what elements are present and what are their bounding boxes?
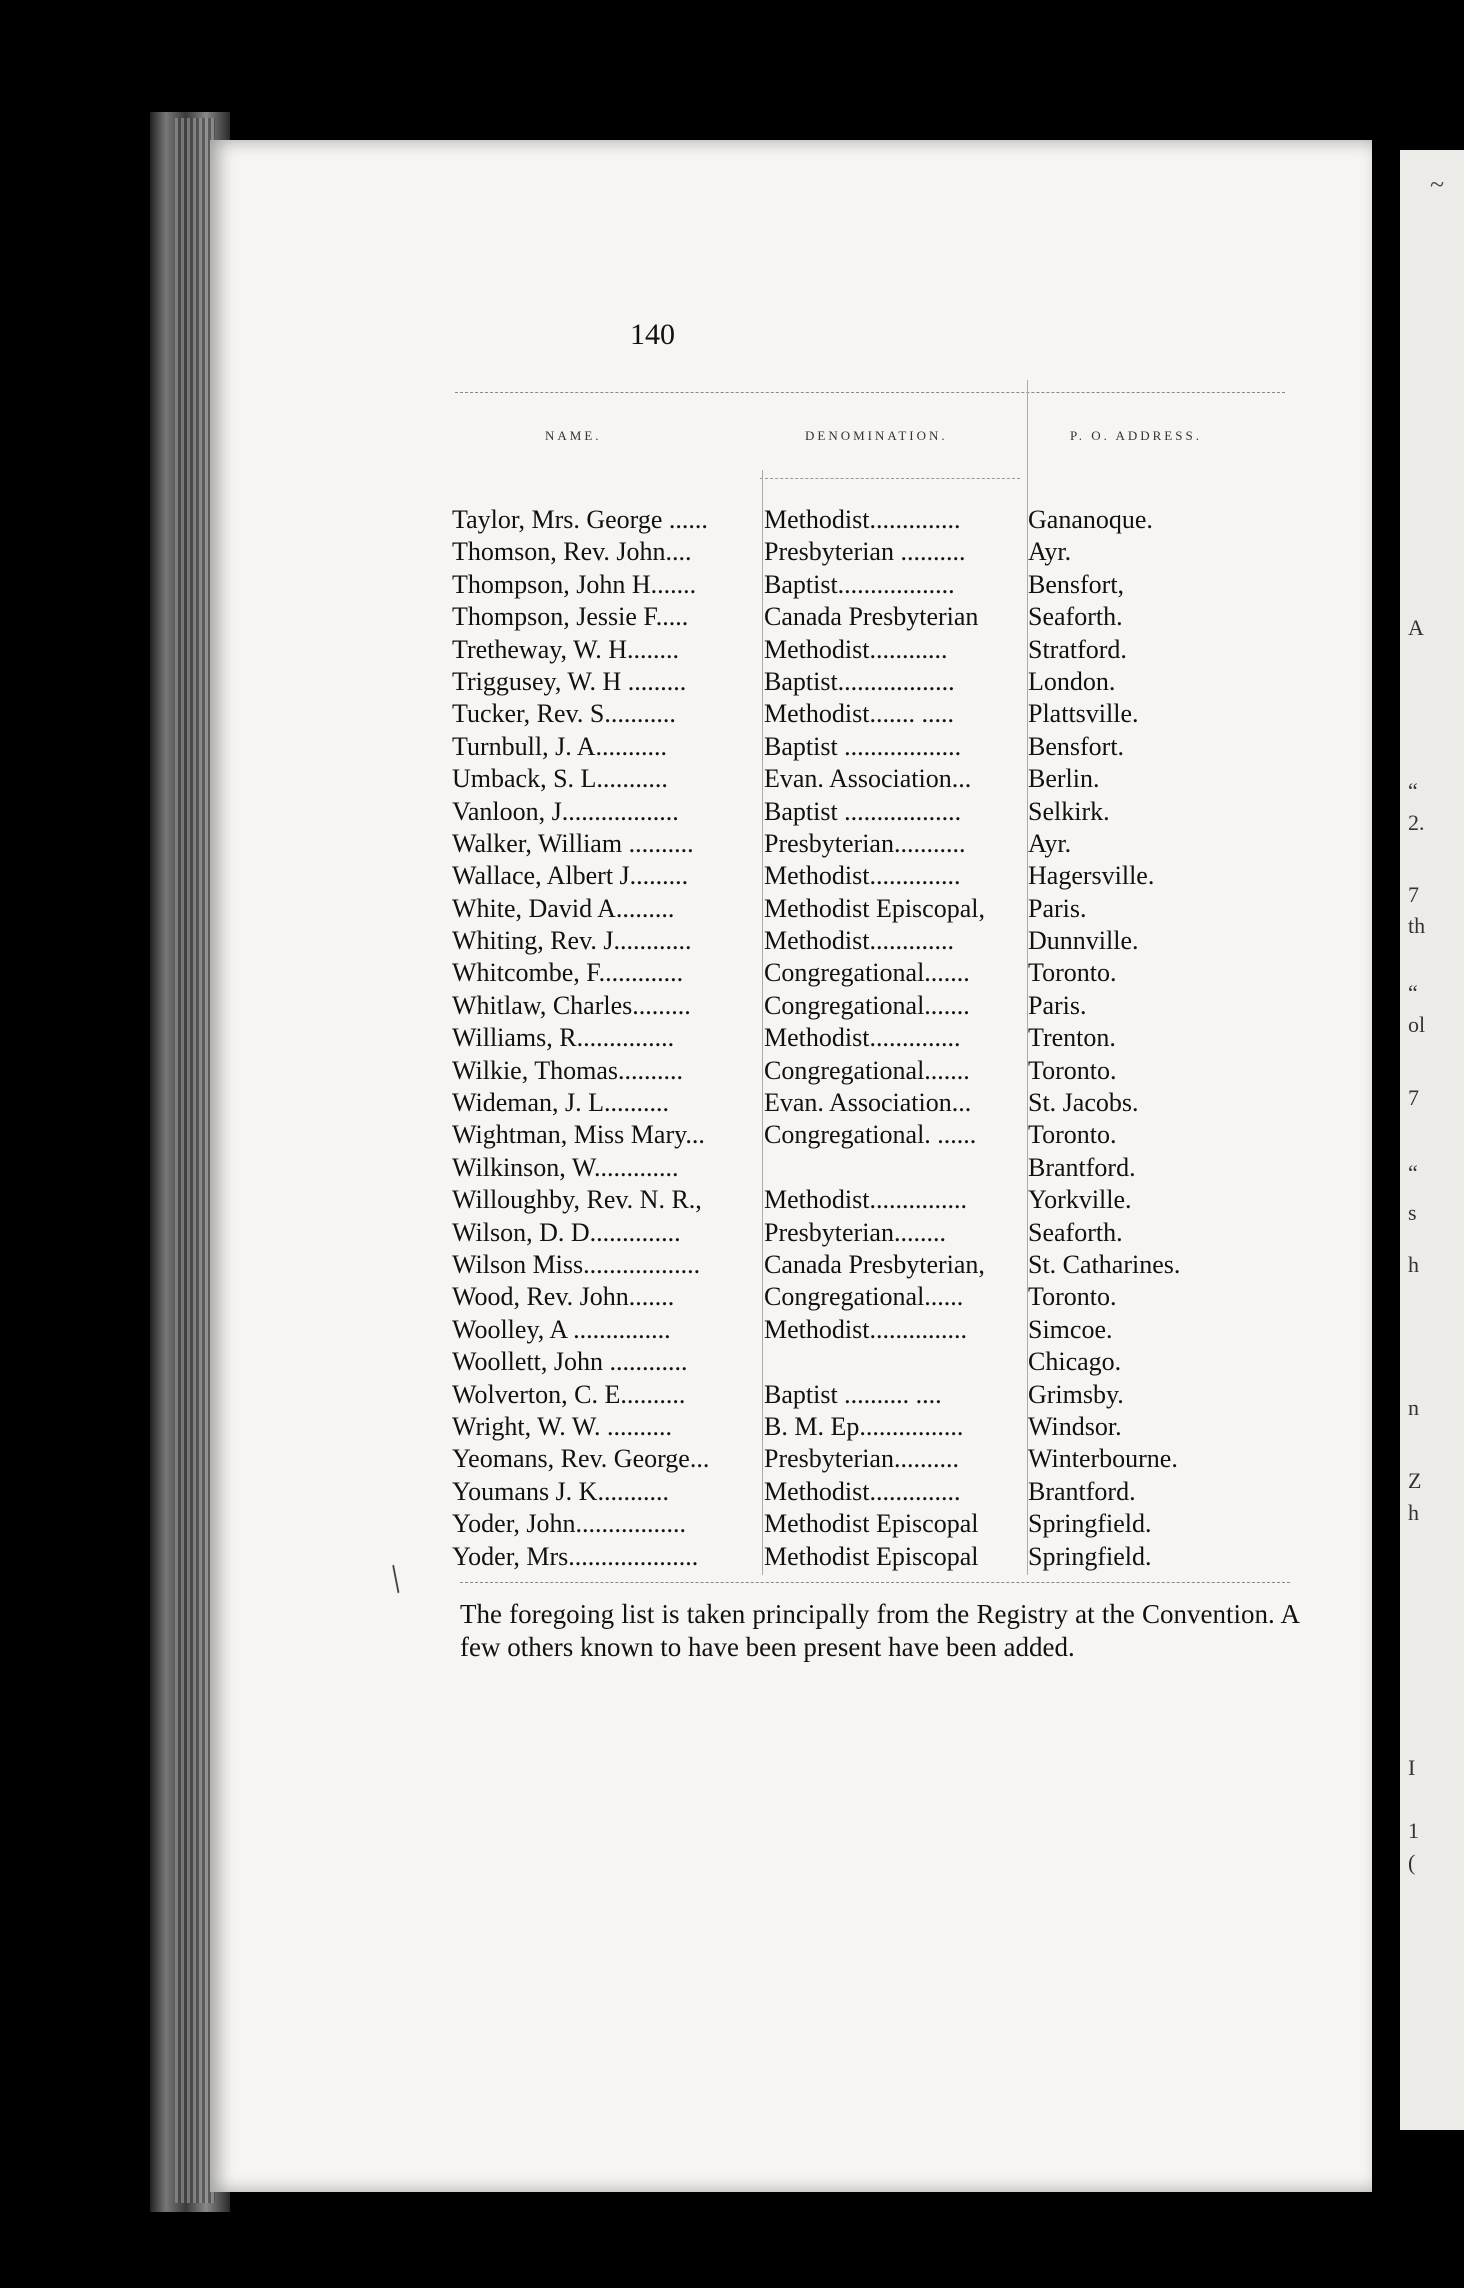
column-header-address: P. O. ADDRESS. bbox=[1070, 428, 1202, 443]
table-row bbox=[452, 991, 1292, 1023]
table-row bbox=[452, 635, 1292, 667]
table-row bbox=[452, 1088, 1292, 1120]
adjacent-fragment: A bbox=[1408, 615, 1424, 640]
adjacent-fragment: th bbox=[1408, 913, 1426, 938]
denomination-cell: Methodist............ bbox=[764, 634, 948, 664]
address-cell: Brantford. bbox=[1028, 1476, 1136, 1506]
table-row bbox=[452, 732, 1292, 764]
denomination-cell: Baptist .......... .... bbox=[764, 1379, 942, 1409]
denomination-cell: Evan. Association... bbox=[764, 1088, 972, 1118]
address-cell: Ayr. bbox=[1028, 537, 1072, 567]
adjacent-fragment: “ bbox=[1408, 1160, 1418, 1185]
adjacent-fragment: “ bbox=[1408, 778, 1418, 803]
table-row bbox=[452, 1315, 1292, 1347]
table-row bbox=[452, 699, 1292, 731]
name-cell: Yoder, John................. bbox=[452, 1509, 686, 1539]
name-cell: Thompson, John H....... bbox=[452, 569, 697, 599]
address-cell: Springfield. bbox=[1028, 1541, 1152, 1571]
adjacent-fragment: ( bbox=[1408, 1850, 1416, 1875]
denomination-cell: Methodist.............. bbox=[764, 1476, 961, 1506]
denomination-cell: Congregational....... bbox=[764, 958, 970, 988]
name-cell: Wolverton, C. E.......... bbox=[452, 1379, 686, 1409]
address-cell: Windsor. bbox=[1028, 1411, 1122, 1441]
denomination-cell: Evan. Association... bbox=[764, 764, 972, 794]
name-cell: Whitlaw, Charles......... bbox=[452, 990, 691, 1020]
address-cell: Toronto. bbox=[1028, 1120, 1117, 1150]
denomination-cell: Baptist.................. bbox=[764, 569, 955, 599]
denomination-cell: Methodist.............. bbox=[764, 861, 961, 891]
adjacent-fragment: Z bbox=[1408, 1468, 1422, 1493]
address-cell: Grimsby. bbox=[1028, 1379, 1124, 1409]
table-row bbox=[452, 829, 1292, 861]
margin-mark: ~ bbox=[1430, 170, 1445, 199]
margin-mark: / bbox=[379, 1556, 412, 1601]
address-cell: Dunnville. bbox=[1028, 926, 1139, 956]
denomination-cell: Presbyterian .......... bbox=[764, 537, 966, 567]
address-cell: Bensfort. bbox=[1028, 731, 1125, 761]
denomination-cell: Methodist.............. bbox=[764, 505, 961, 534]
name-cell: Willoughby, Rev. N. R., bbox=[452, 1185, 702, 1215]
denomination-cell: Baptist .................. bbox=[764, 731, 962, 761]
table-row bbox=[452, 926, 1292, 958]
table-row bbox=[452, 1185, 1292, 1217]
table-row bbox=[452, 602, 1292, 634]
table-row bbox=[452, 764, 1292, 796]
address-cell: Simcoe. bbox=[1028, 1314, 1113, 1344]
address-cell: Gananoque. bbox=[1028, 505, 1153, 534]
name-cell: Yoder, Mrs.................... bbox=[452, 1541, 699, 1571]
denomination-cell: Methodist Episcopal, bbox=[764, 893, 985, 923]
table-row bbox=[452, 1444, 1292, 1476]
address-cell: London. bbox=[1028, 666, 1116, 696]
table-row bbox=[452, 1347, 1292, 1379]
denomination-cell: Methodist............... bbox=[764, 1314, 967, 1344]
name-cell: Whitcombe, F............. bbox=[452, 958, 684, 988]
name-cell: Wallace, Albert J......... bbox=[452, 861, 689, 891]
table-row bbox=[452, 1477, 1292, 1509]
adjacent-fragment: n bbox=[1408, 1395, 1419, 1420]
adjacent-fragment: 1 bbox=[1408, 1818, 1419, 1843]
denomination-cell: Methodist............... bbox=[764, 1185, 967, 1215]
table-row bbox=[452, 1282, 1292, 1314]
name-cell: Triggusey, W. H ......... bbox=[452, 666, 687, 696]
adjacent-fragment: 7 bbox=[1408, 882, 1419, 907]
address-cell: Toronto. bbox=[1028, 958, 1117, 988]
adjacent-fragment: h bbox=[1408, 1500, 1419, 1525]
denomination-cell: Presbyterian........... bbox=[764, 828, 966, 858]
name-cell: Turnbull, J. A........... bbox=[452, 731, 668, 761]
table-row bbox=[452, 1120, 1292, 1152]
denomination-cell: Congregational....... bbox=[764, 990, 970, 1020]
denomination-cell: Congregational...... bbox=[764, 1282, 964, 1312]
table-row bbox=[452, 797, 1292, 829]
table-row bbox=[452, 1250, 1292, 1282]
table-row bbox=[452, 505, 1292, 537]
denomination-cell: B. M. Ep................ bbox=[764, 1411, 964, 1441]
footer-rule bbox=[460, 1582, 1290, 1583]
adjacent-fragment: I bbox=[1408, 1755, 1416, 1780]
address-cell: Seaforth. bbox=[1028, 1217, 1123, 1247]
name-cell: Wideman, J. L.......... bbox=[452, 1088, 670, 1118]
table-row bbox=[452, 1542, 1292, 1574]
name-cell: Woollett, John ............ bbox=[452, 1347, 688, 1377]
address-cell: St. Jacobs. bbox=[1028, 1088, 1139, 1118]
address-cell: Brantford. bbox=[1028, 1152, 1136, 1182]
address-cell: Winterbourne. bbox=[1028, 1444, 1178, 1474]
adjacent-fragment: 2. bbox=[1408, 810, 1425, 835]
denomination-cell: Canada Presbyterian bbox=[764, 602, 979, 632]
table-row bbox=[452, 1380, 1292, 1412]
address-cell: Yorkville. bbox=[1028, 1185, 1132, 1215]
address-cell: St. Catharines. bbox=[1028, 1249, 1181, 1279]
address-cell: Trenton. bbox=[1028, 1023, 1116, 1053]
name-cell: Williams, R............... bbox=[452, 1023, 675, 1053]
table-row bbox=[452, 1218, 1292, 1250]
header-underline bbox=[760, 478, 1020, 479]
column-header-name: NAME. bbox=[545, 428, 602, 443]
name-cell: Wood, Rev. John....... bbox=[452, 1282, 675, 1312]
denomination-cell: Methodist....... ..... bbox=[764, 699, 954, 729]
denomination-cell: Congregational. ...... bbox=[764, 1120, 977, 1150]
adjacent-fragment: “ bbox=[1408, 980, 1418, 1005]
name-cell: White, David A......... bbox=[452, 893, 675, 923]
table-row bbox=[452, 1056, 1292, 1088]
denomination-cell: Presbyterian........ bbox=[764, 1217, 946, 1247]
adjacent-fragment: 7 bbox=[1408, 1085, 1419, 1110]
table-row bbox=[452, 894, 1292, 926]
address-cell: Plattsville. bbox=[1028, 699, 1139, 729]
name-cell: Vanloon, J.................. bbox=[452, 796, 679, 826]
address-cell: Paris. bbox=[1028, 893, 1087, 923]
table-row bbox=[452, 667, 1292, 699]
address-cell: Springfield. bbox=[1028, 1509, 1152, 1539]
denomination-cell: Baptist .................. bbox=[764, 796, 962, 826]
address-cell: Hagersville. bbox=[1028, 861, 1155, 891]
address-cell: Paris. bbox=[1028, 990, 1087, 1020]
name-cell: Wilson Miss.................. bbox=[452, 1249, 701, 1279]
address-cell: Toronto. bbox=[1028, 1282, 1117, 1312]
denomination-cell: Methodist.............. bbox=[764, 1023, 961, 1053]
footnote: The foregoing list is taken principally from the Registry at the Convention. A few others known to have been present have been added. bbox=[460, 1599, 1300, 1662]
name-cell: Wilkie, Thomas.......... bbox=[452, 1055, 684, 1085]
address-cell: Stratford. bbox=[1028, 634, 1127, 664]
page-number: 140 bbox=[630, 318, 675, 351]
name-cell: Yeomans, Rev. George... bbox=[452, 1444, 710, 1474]
denomination-cell: Methodist............. bbox=[764, 926, 954, 956]
name-cell: Tretheway, W. H........ bbox=[452, 634, 680, 664]
address-cell: Seaforth. bbox=[1028, 602, 1123, 632]
name-cell: Tucker, Rev. S........... bbox=[452, 699, 676, 729]
table-row bbox=[452, 958, 1292, 990]
address-cell: Berlin. bbox=[1028, 764, 1100, 794]
address-cell: Chicago. bbox=[1028, 1347, 1122, 1377]
name-cell: Woolley, A ............... bbox=[452, 1314, 671, 1344]
adjacent-page-strip bbox=[1400, 150, 1464, 2130]
name-cell: Whiting, Rev. J............ bbox=[452, 926, 692, 956]
name-cell: Youmans J. K........... bbox=[452, 1476, 669, 1506]
column-header-denomination: DENOMINATION. bbox=[805, 428, 948, 443]
name-cell: Umback, S. L........... bbox=[452, 764, 668, 794]
name-cell: Thomson, Rev. John.... bbox=[452, 537, 692, 567]
address-cell: Bensfort, bbox=[1028, 569, 1125, 599]
denomination-cell: Canada Presbyterian, bbox=[764, 1249, 985, 1279]
name-cell: Thompson, Jessie F..... bbox=[452, 602, 689, 632]
table-row bbox=[452, 1412, 1292, 1444]
name-cell: Wilkinson, W............. bbox=[452, 1152, 679, 1182]
name-cell: Walker, William .......... bbox=[452, 828, 694, 858]
table-row bbox=[452, 570, 1292, 602]
table-row bbox=[452, 861, 1292, 893]
denomination-cell: Baptist.................. bbox=[764, 666, 955, 696]
name-cell: Taylor, Mrs. George ...... bbox=[452, 505, 708, 534]
name-cell: Wright, W. W. .......... bbox=[452, 1411, 672, 1441]
table-row bbox=[452, 537, 1292, 569]
table-row bbox=[452, 1023, 1292, 1055]
denomination-cell: Methodist Episcopal bbox=[764, 1509, 979, 1539]
name-cell: Wilson, D. D.............. bbox=[452, 1217, 681, 1247]
adjacent-fragment: s bbox=[1408, 1200, 1417, 1225]
address-cell: Toronto. bbox=[1028, 1055, 1117, 1085]
denomination-cell: Presbyterian.......... bbox=[764, 1444, 959, 1474]
table-row bbox=[452, 1153, 1292, 1185]
book-page-edges-texture bbox=[175, 118, 215, 2203]
registry-table bbox=[452, 505, 1292, 1574]
address-cell: Ayr. bbox=[1028, 828, 1072, 858]
denomination-cell: Methodist Episcopal bbox=[764, 1541, 979, 1571]
denomination-cell: Congregational....... bbox=[764, 1055, 970, 1085]
name-cell: Wightman, Miss Mary... bbox=[452, 1120, 705, 1150]
table-row bbox=[452, 1509, 1292, 1541]
address-cell: Selkirk. bbox=[1028, 796, 1110, 826]
adjacent-fragment: h bbox=[1408, 1252, 1419, 1277]
header-rule bbox=[455, 392, 1285, 393]
adjacent-fragment: ol bbox=[1408, 1012, 1426, 1037]
